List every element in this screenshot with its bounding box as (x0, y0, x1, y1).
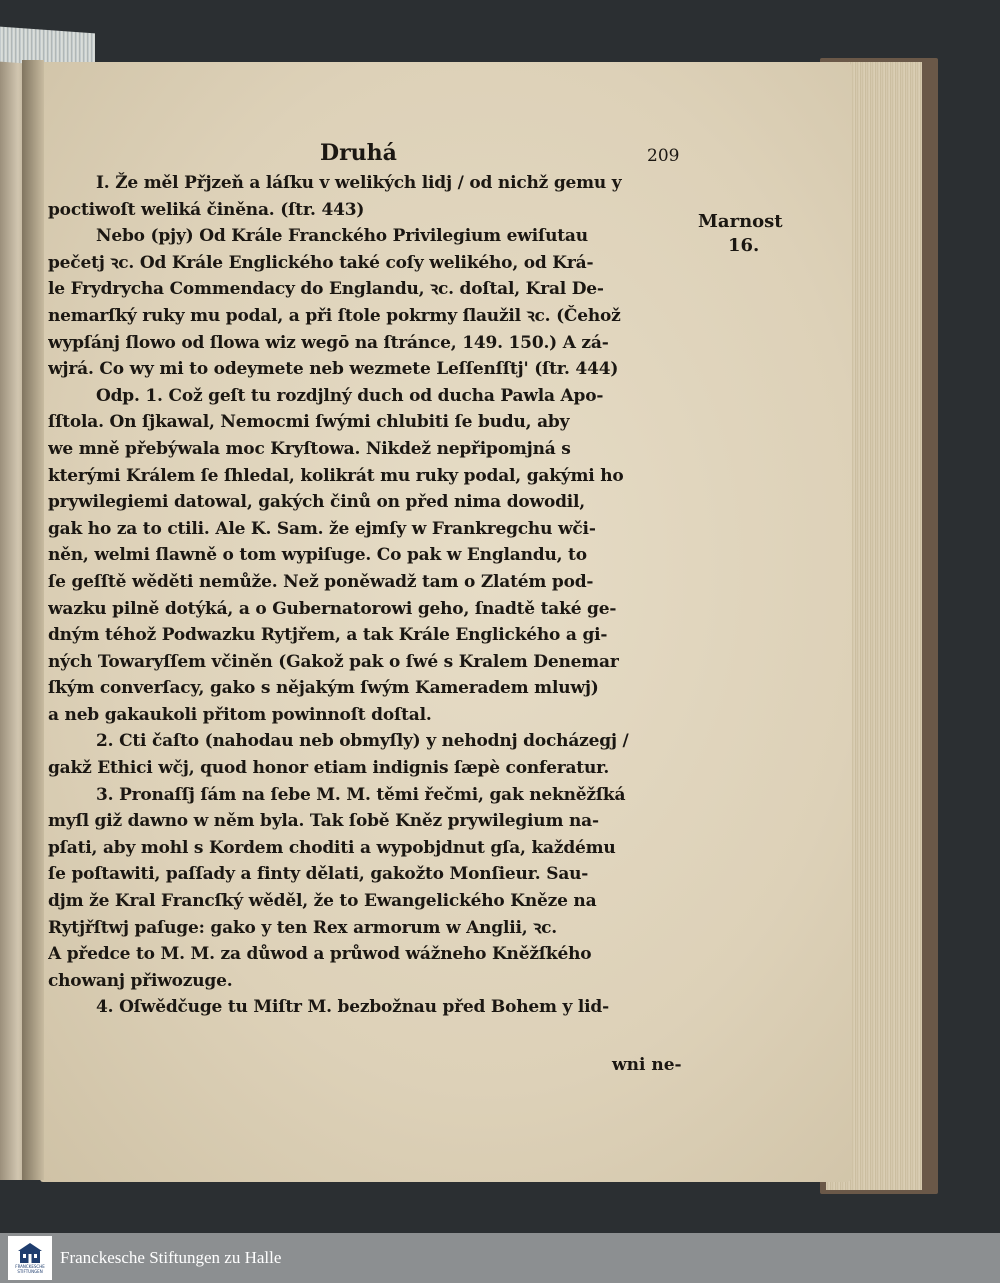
running-head: Druhá (320, 140, 397, 166)
spine-shadow (22, 60, 44, 1180)
text-line: gak ho za to ctili. Ale K. Sam. že ejmſy w Frankregchu wči- (48, 518, 596, 539)
text-line: 2. Cti čaſto (nahodau neb obmyſly) y nehodnj docházegj / (96, 731, 629, 752)
logo-caption: FRANCKESCHE STIFTUNGEN (15, 1264, 45, 1274)
text-line: dným téhož Podwazku Rytjřem, a tak Krále Englického a gi- (48, 625, 608, 646)
text-line: Nebo (pjy) Od Krále Franckého Privilegium ewiſutau (96, 226, 588, 247)
text-line: djm že Kral Francſký wěděl, že to Ewangelického Kněze na (48, 891, 597, 912)
text-line: prywilegiemi datowal, gakých činů on před nima dowodil, (48, 492, 586, 513)
text-line: myſl giž dawno w něm byla. Tak ſobě Kněz prywilegium na- (48, 811, 599, 832)
footer-bar (0, 1233, 1000, 1283)
text-line: I. Že měl Přjzeň a láſku v welikých lidj / od nichž gemu y (96, 173, 622, 193)
text-line: wypſánj ſlowo od ſlowa wiz wegō na ſtránce, 149. 150.) A zá- (48, 332, 609, 353)
page-number: 209 (647, 146, 680, 166)
marginal-note-line: 16. (728, 235, 760, 256)
text-line: pečetj ꝛc. Od Krále Englického také coſy welikého, od Krá- (48, 252, 594, 273)
text-line: A předce to M. M. za důwod a průwod wážneho Kněžſkého (48, 944, 592, 965)
text-line: pſati, aby mohl s Kordem choditi a wypobjdnut gſa, každému (48, 837, 616, 858)
marginal-note-line: Marnost (698, 211, 783, 232)
text-line: wazku pilně dotýká, a o Gubernatorowi geho, ſnadtě také ge- (48, 598, 617, 619)
text-line: chowanj přiwozuge. (48, 970, 233, 991)
text-line: 4. Oſwědčuge tu Miſtr M. bezbožnau před Bohem y lid- (96, 997, 609, 1018)
text-line: ſe poſtawiti, paſſady a finty dělati, gakožto Monſieur. Sau- (48, 864, 589, 885)
text-line: Odp. 1. Což geſt tu rozdjlný duch od ducha Pawla Apo- (96, 385, 604, 406)
text-line: Rytjřſtwj paſuge: gako y ten Rex armorum w Anglii, ꝛc. (48, 917, 557, 938)
institution-logo[interactable] (8, 1236, 52, 1280)
text-line: ſe geſſtě wěděti nemůže. Než poněwadž tam o Zlatém pod- (48, 571, 594, 592)
text-line: 3. Pronaſſj ſám na ſebe M. M. těmi řečmi, gak nekněžſká (96, 784, 626, 805)
text-line: něn, welmi ſlawně o tom wypiſuge. Co pak w Englandu, to (48, 545, 587, 566)
orphanage-building-icon (17, 1242, 43, 1264)
text-line: we mně přebýwala moc Kryſtowa. Nikdež nepřipomjná s (48, 438, 571, 459)
text-line: poctiwoſt weliká činěna. (ſtr. 443) (48, 199, 365, 220)
text-line: ſkým converſacy, gako s nějakým ſwým Kameradem mluwj) (48, 678, 599, 699)
catch-word: wni ne- (612, 1055, 682, 1075)
page-text (48, 170, 708, 1021)
marginal-note (698, 210, 818, 258)
text-line: kterými Králem ſe ſhledal, kolikrát mu ruky podal, gakými ho (48, 465, 624, 486)
text-line: a neb gakaukoli přitom powinnoſt doſtal. (48, 704, 432, 725)
text-line: wjrá. Co wy mi to odeymete neb wezmete Leſſenſſtj' (ſtr. 444) (48, 359, 619, 380)
institution-name: Franckesche Stiftungen zu Halle (60, 1248, 282, 1267)
text-line: ných Towaryſſem včiněn (Gakož pak o ſwé s Kralem Denemar (48, 651, 619, 672)
text-line: gakž Ethici wčj, quod honor etiam indignis ſæpè conferatur. (48, 758, 610, 779)
text-line: ſſtola. On ſjkawal, Nemocmi ſwými chlubiti ſe budu, aby (48, 412, 570, 433)
text-line: nemarſký ruky mu podal, a při ſtole pokrmy ſlaužil ꝛc. (Čehož (48, 305, 621, 326)
text-line: le Frydrycha Commendacy do Englandu, ꝛc. doſtal, Kral De- (48, 279, 604, 300)
